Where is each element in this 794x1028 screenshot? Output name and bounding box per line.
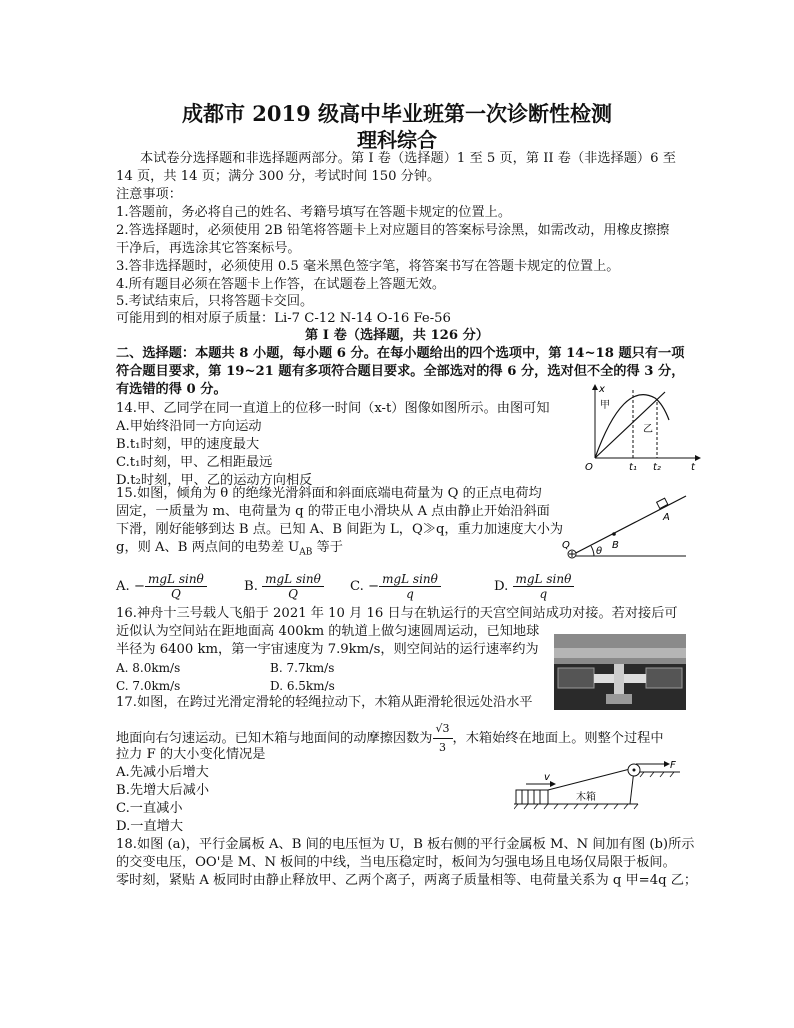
q14-xt-graph xyxy=(583,382,701,474)
section-instr-2: 符合题目要求，第 19~21 题有多项符合题目要求。全部选对的得 6 分，选对但不全的得 3 分， xyxy=(116,364,685,379)
q16-line-1: 16.神舟十三号载人飞船于 2021 年 10 月 16 日与在轨运行的天宫空间站成功对接。若对接后可 xyxy=(116,606,678,621)
q16-option-b: B. 7.7km/s xyxy=(270,661,335,675)
q15-line-3: 下滑，刚好能够到达 B 点。已知 A、B 间距为 L，Q≫q，重力加速度大小为 xyxy=(116,522,564,537)
q15-option-c: C. − $\frac{\text{mgL sinθ}}{q}$ xyxy=(350,572,441,601)
q15-line-2: 固定，一质量为 m、电荷量为 q 的带正电小滑块从 A 点由静止开始沿斜面 xyxy=(116,504,550,519)
q15-point-a-label: A xyxy=(663,512,670,523)
q17-line-2: 地面向右匀速运动。已知木箱与地面间的动摩擦因数为 $\frac{√3}{3}$ ，木箱始终在地面上。则整个过程中 xyxy=(116,720,664,757)
q14-stem: 14.甲、乙同学在同一直道上的位移一时间（x-t）图像如图所示。由图可知 xyxy=(116,401,550,416)
q15-point-b-label: B xyxy=(612,540,619,551)
q17-line-1: 17.如图，在跨过光滑定滑轮的轻绳拉动下，木箱从距滑轮很远处沿水平 xyxy=(116,695,533,710)
note-1: 1.答题前，务必将自己的姓名、考籍号填写在答题卡规定的位置上。 xyxy=(116,205,512,220)
q14-axis-x-label: x xyxy=(599,384,605,395)
q14-t2-label: t₂ xyxy=(653,462,661,473)
atomic-masses: 可能用到的相对原子质量：Li-7 C-12 N-14 O-16 Fe-56 xyxy=(116,311,451,326)
q14-jia-label: 甲 xyxy=(600,400,610,411)
q17-option-c: C.一直减小 xyxy=(116,801,183,816)
note-2b: 干净后，再选涂其它答案标号。 xyxy=(116,241,301,256)
q14-origin-label: O xyxy=(585,462,593,473)
q17-option-d: D.一直增大 xyxy=(116,819,184,834)
note-3: 3.答非选择题时，必须使用 0.5 毫米黑色签字笔，将答案书写在答题卡规定的位置上。 xyxy=(116,259,620,274)
q17-pulley-figure xyxy=(514,760,684,810)
q16-line-2: 近似认为空间站在距地面高 400km 的轨道上做匀速圆周运动，已知地球 xyxy=(116,624,540,639)
q16-option-d: D. 6.5km/s xyxy=(270,679,335,693)
exam-title: 成都市 2019 级高中毕业班第一次诊断性检测 xyxy=(181,101,613,126)
q16-option-a: A. 8.0km/s xyxy=(116,661,181,675)
q15-incline-figure xyxy=(560,486,690,564)
q15-line-1: 15.如图，倾角为 θ 的绝缘光滑斜面和斜面底端电荷量为 Q 的正点电荷均 xyxy=(116,486,542,501)
intro-line-2: 14 页，共 14 页；满分 300 分，考试时间 150 分钟。 xyxy=(116,169,441,184)
q15-option-d: D. $\frac{\text{mgL sinθ}}{q}$ xyxy=(494,572,574,601)
q15-option-a: A. − $\frac{\text{mgL sinθ}}{Q}$ xyxy=(116,572,207,601)
q18-line-3: 零时刻，紧贴 A 板同时由静止释放甲、乙两个离子，两离子质量相等、电荷量关系为 q 甲=4q 乙； xyxy=(116,873,698,888)
note-4: 4.所有题目必须在答题卡上作答，在试题卷上答题无效。 xyxy=(116,277,446,292)
q14-option-d: D.t₂时刻，甲、乙的运动方向相反 xyxy=(116,473,313,488)
intro-line-1: 本试卷分选择题和非选择题两部分。第 I 卷（选择题）1 至 5 页，第 II 卷（非选择题）6 至 xyxy=(140,151,676,166)
q14-option-c: C.t₁时刻，甲、乙相距最远 xyxy=(116,455,273,470)
section-title: 第 I 卷（选择题，共 126 分） xyxy=(305,328,489,343)
q15-option-b: B. $\frac{\text{mgL sinθ}}{Q}$ xyxy=(244,572,324,601)
notes-label: 注意事项： xyxy=(116,187,182,202)
q14-yi-label: 乙 xyxy=(643,424,653,435)
space-station-photo xyxy=(554,634,686,710)
q17-option-b: B.先增大后减小 xyxy=(116,783,210,798)
q14-option-a: A.甲始终沿同一方向运动 xyxy=(116,419,262,434)
exam-subtitle: 理科综合 xyxy=(357,128,437,152)
q15-charge-q-label: Q xyxy=(562,540,570,551)
q14-axis-t-label: t xyxy=(691,462,695,473)
q18-line-2: 的交变电压，OO'是 M、N 板间的中线，当电压稳定时，板间为匀强电场且电场仅局限于板间。 xyxy=(116,855,676,870)
note-5: 5.考试结束后，只将答题卡交回。 xyxy=(116,294,314,309)
q14-option-b: B.t₁时刻，甲的速度最大 xyxy=(116,437,260,452)
section-instr-3: 有选错的得 0 分。 xyxy=(116,382,227,397)
note-2a: 2.答选择题时，必须使用 2B 铅笔将答题卡上对应题目的答案标号涂黑，如需改动，用橡皮擦擦 xyxy=(116,223,670,238)
q17-velocity-label: v xyxy=(544,772,550,783)
q15-line-4: g，则 A、B 两点间的电势差 $U_{AB}$ 等于 xyxy=(116,540,343,558)
q16-line-3: 半径为 6400 km，第一宇宙速度为 7.9km/s，则空间站的运行速率约为 xyxy=(116,642,539,657)
q17-friction-fraction: $\frac{√3}{3}$ xyxy=(433,720,453,757)
q17-line-3: 拉力 F 的大小变化情况是 xyxy=(116,747,266,762)
q18-line-1: 18.如图 (a)，平行金属板 A、B 间的电压恒为 U，B 板右侧的平行金属板 M、N 间加有图 (b)所示 xyxy=(116,837,695,852)
q16-option-c: C. 7.0km/s xyxy=(116,679,181,693)
section-instr-1: 二、选择题：本题共 8 小题，每小题 6 分。在每小题给出的四个选项中，第 14~18 题只有一项 xyxy=(116,346,685,361)
q17-box-label: 木箱 xyxy=(576,792,596,803)
q15-theta-label: θ xyxy=(596,546,603,557)
q17-option-a: A.先减小后增大 xyxy=(116,765,209,780)
q14-t1-label: t₁ xyxy=(629,462,637,473)
q17-force-label: F xyxy=(670,760,676,771)
